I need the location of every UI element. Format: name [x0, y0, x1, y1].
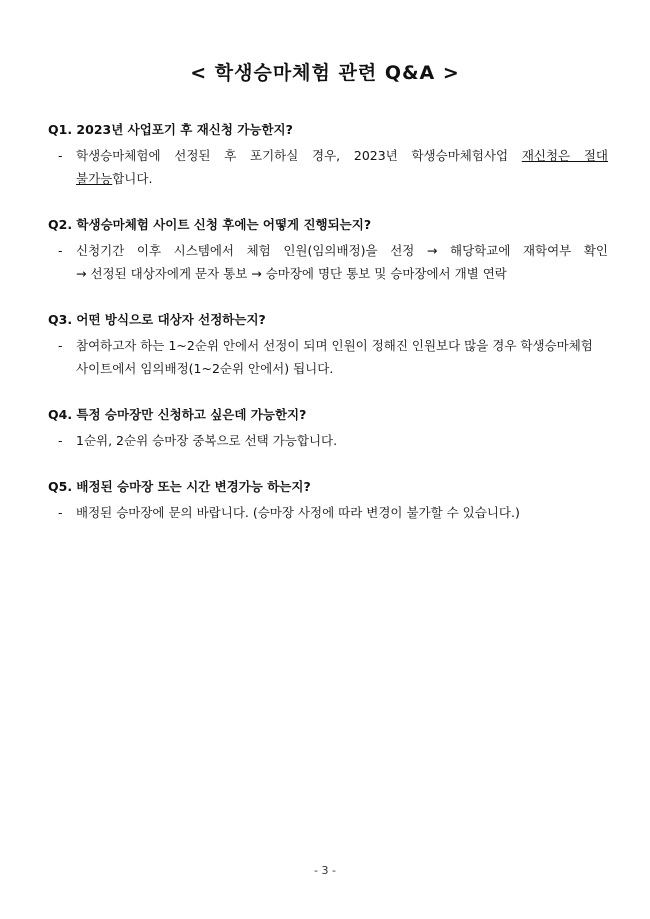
- answer-dash: -: [58, 433, 63, 448]
- qa-item-1: [48, 120, 608, 190]
- page-title: < 학생승마체험 관련 Q&A >: [190, 62, 460, 84]
- qa-item-2: [48, 215, 608, 285]
- answer-1: [48, 144, 608, 190]
- answer-3: [48, 334, 608, 380]
- answer-1-line-1: [76, 144, 608, 167]
- question-4: Q4. 특정 승마장만 신청하고 싶은데 가능한지?: [48, 407, 307, 422]
- answer-1-text: 학생승마체험에 선정된 후 포기하실 경우, 2023년 학생승마체험사업: [76, 148, 522, 163]
- qa-item-5: [48, 477, 608, 524]
- qa-item-4: [48, 405, 608, 452]
- answer-dash: -: [58, 505, 63, 520]
- page-number: - 3 -: [314, 864, 336, 877]
- answer-2-line-1: 신청기간 이후 시스템에서 체험 인원(임의배정)을 선정 → 해당학교에 재학여부 확인: [76, 243, 608, 258]
- answer-2-line-2: → 선정된 대상자에게 문자 통보 → 승마장에 명단 통보 및 승마장에서 개별 연락: [76, 266, 507, 281]
- answer-1-line-2: [76, 167, 608, 190]
- answer-3-line-1: 참여하고자 하는 1~2순위 안에서 선정이 되며 인원이 정해진 인원보다 많을 경우 학생승마체험: [76, 338, 593, 353]
- answer-3-line-2: 사이트에서 임의배정(1~2순위 안에서) 됩니다.: [76, 361, 334, 376]
- answer-2: [48, 239, 608, 285]
- qa-list: [48, 120, 608, 549]
- answer-1-text: 합니다.: [112, 171, 153, 186]
- answer-5-line-1: 배정된 승마장에 문의 바랍니다. (승마장 사정에 따라 변경이 불가할 수 있습니다.): [76, 505, 520, 520]
- underlined-text: 재신청은 절대: [521, 148, 608, 163]
- question-3: Q3. 어떤 방식으로 대상자 선정하는지?: [48, 312, 266, 327]
- question-1: Q1. 2023년 사업포기 후 재신청 가능한지?: [48, 122, 293, 137]
- qa-item-3: [48, 310, 608, 380]
- answer-4-line-1: 1순위, 2순위 승마장 중복으로 선택 가능합니다.: [76, 433, 338, 448]
- answer-dash: -: [58, 148, 63, 163]
- answer-5: [48, 501, 608, 524]
- answer-4: [48, 429, 608, 452]
- underlined-text: 불가능: [76, 171, 113, 186]
- question-5: Q5. 배정된 승마장 또는 시간 변경가능 하는지?: [48, 479, 311, 494]
- answer-dash: -: [58, 243, 63, 258]
- question-2: Q2. 학생승마체험 사이트 신청 후에는 어떻게 진행되는지?: [48, 217, 372, 232]
- answer-dash: -: [58, 338, 63, 353]
